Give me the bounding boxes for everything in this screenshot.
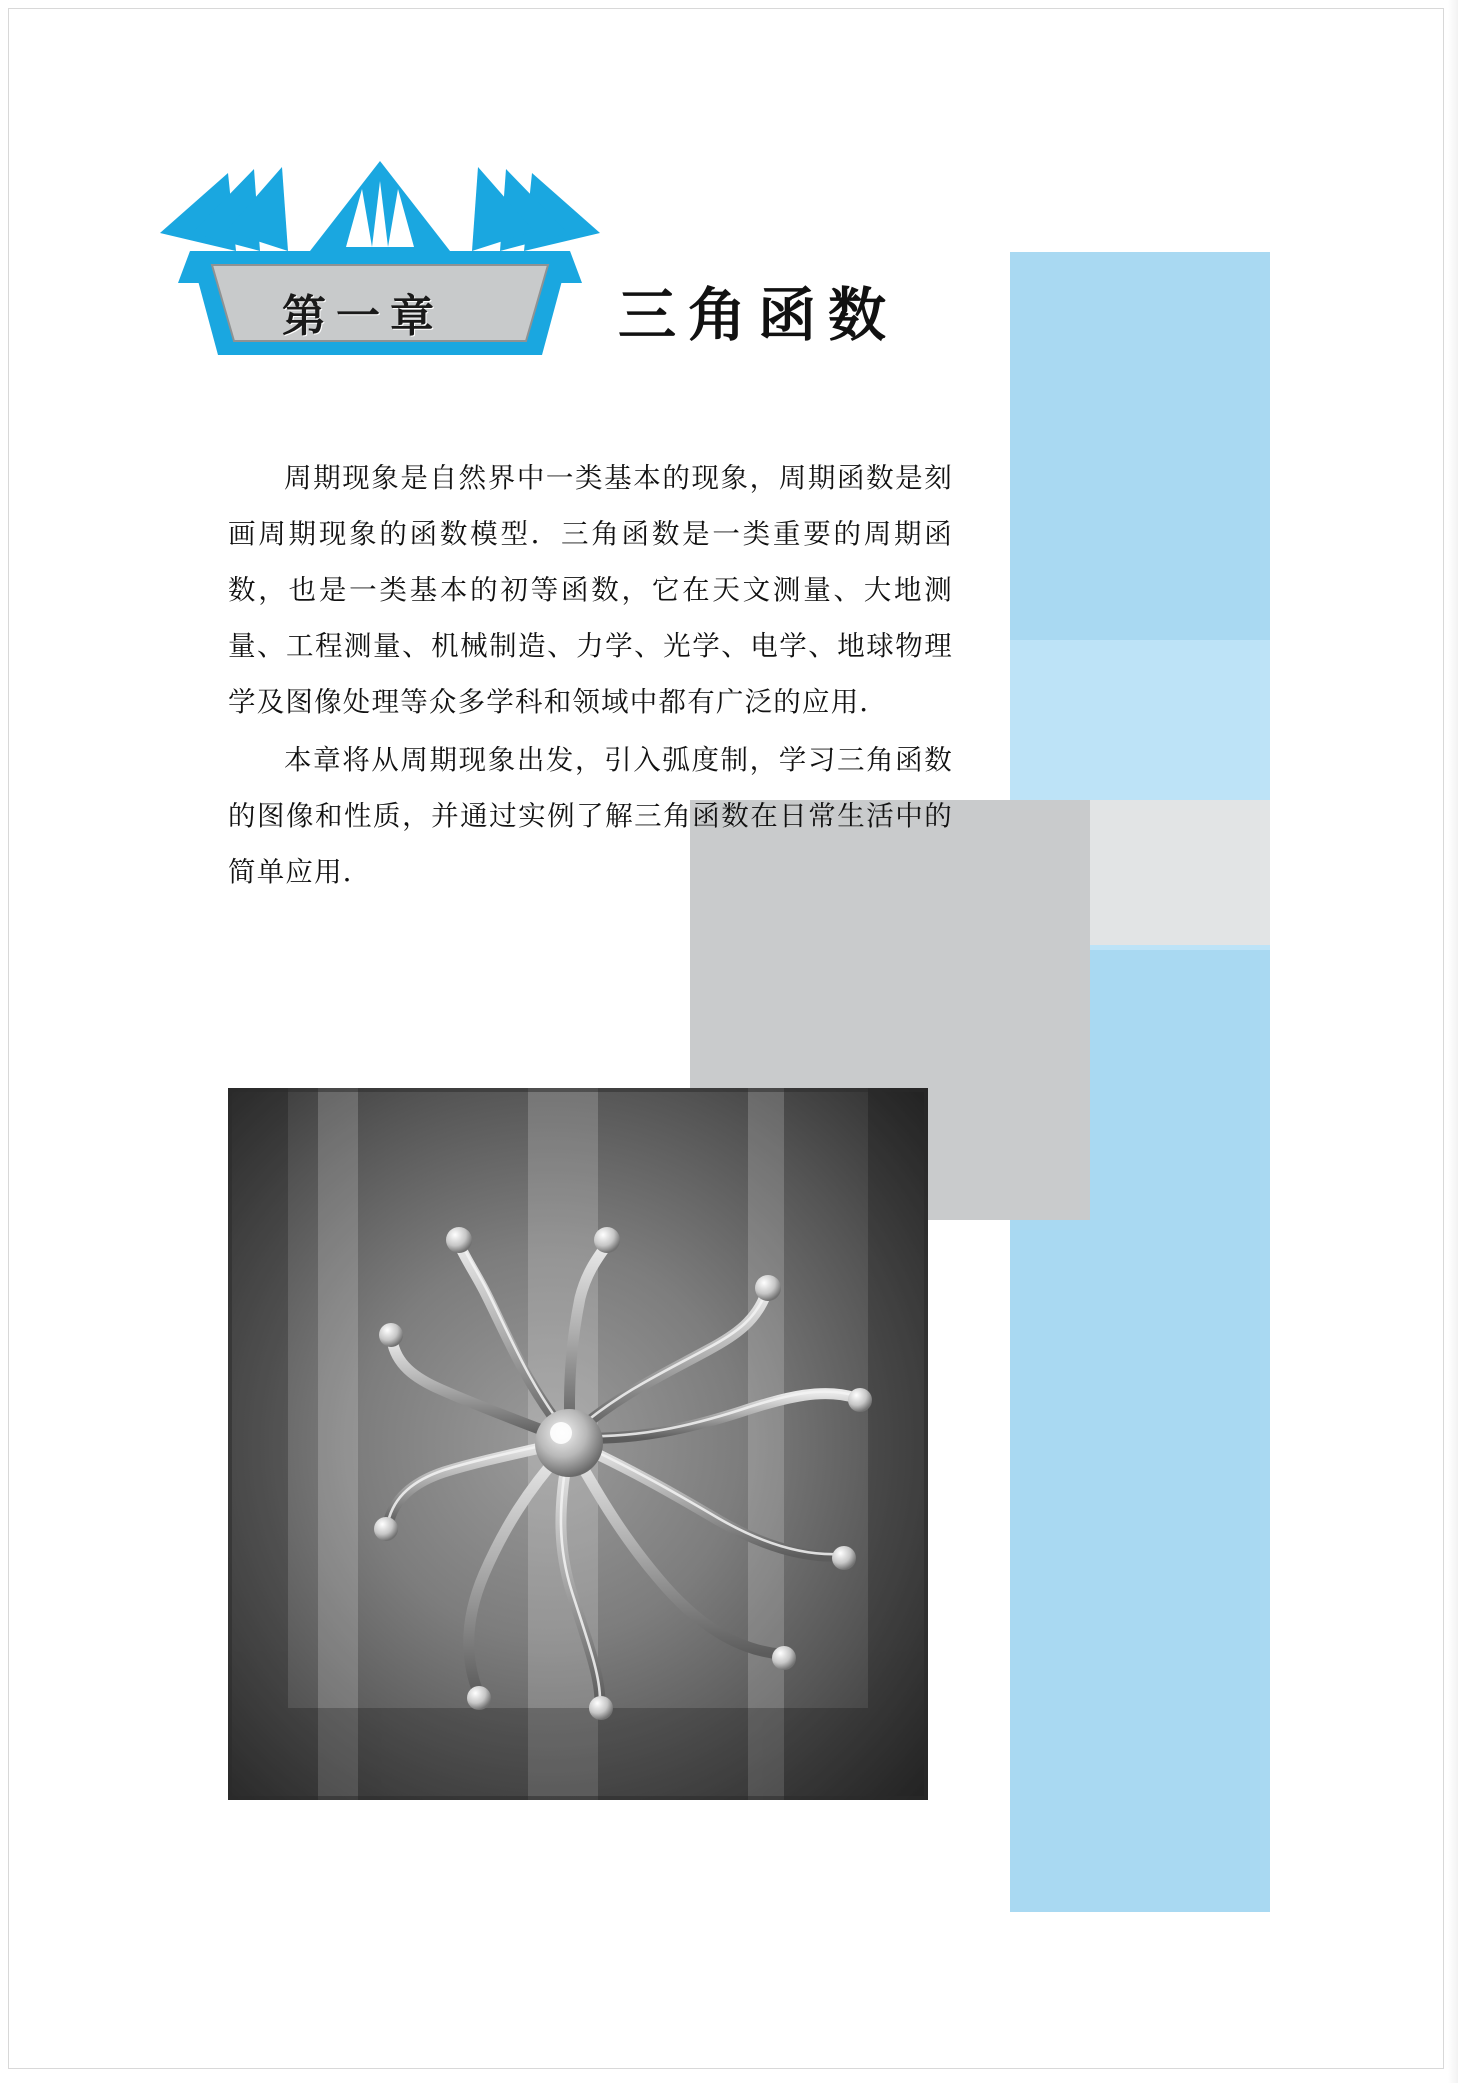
paragraph: 周期现象是自然界中一类基本的现象，周期函数是刻画周期现象的函数模型．三角函数是一类重要的周期函数，也是一类基本的初等函数，它在天文测量、大地测量、工程测量、机械制造、力学、光学、电学、地球物理学及图像处理等众多学科和领域中都有广泛的应用． bbox=[228, 462, 953, 718]
spiral-lamp-photo bbox=[228, 1088, 928, 1800]
grey-decorative-block-light bbox=[1090, 800, 1270, 945]
paragraph: 本章将从周期现象出发，引入弧度制，学习三角函数的图像和性质，并通过实例了解三角函数在日常生活中的简单应用． bbox=[228, 744, 953, 888]
chapter-title: 三角函数 bbox=[618, 281, 899, 349]
chapter-number-label: 第一章 bbox=[282, 291, 444, 342]
scan-edge-shadow bbox=[1448, 0, 1458, 2083]
chapter-intro-text bbox=[228, 450, 953, 902]
